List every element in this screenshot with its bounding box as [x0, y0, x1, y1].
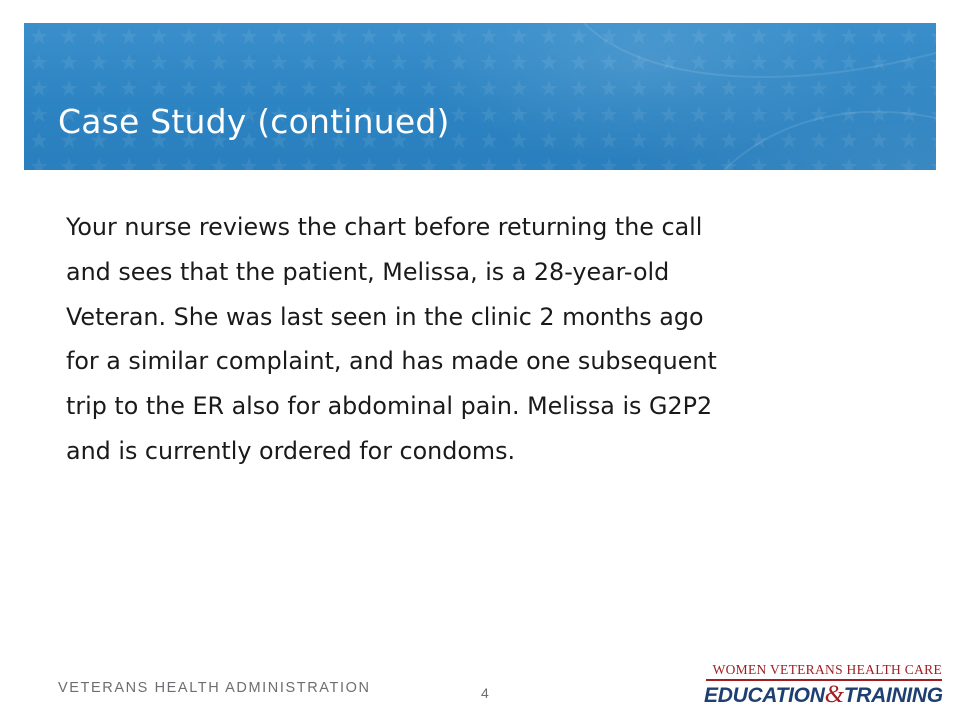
- footer-organization: VETERANS HEALTH ADMINISTRATION: [58, 680, 371, 696]
- slide-title: Case Study (continued): [58, 102, 450, 141]
- wvhc-education-training-logo: [704, 662, 944, 708]
- logo-word-education: EDUCATION: [704, 684, 825, 707]
- logo-ampersand: &: [824, 681, 844, 708]
- case-study-paragraph: Your nurse reviews the chart before returning the call and sees that the patient, Melissa, is a 28-year-old Veteran. She was last seen in the clinic 2 months ago for a similar complaint, and has made one subsequent trip to the ER also for abdominal pain. Melissa is G2P2 and is currently ordered for condoms.: [66, 213, 717, 465]
- star-pattern-icon: [24, 23, 936, 170]
- logo-word-training: TRAINING: [843, 684, 943, 707]
- page-number: 4: [481, 685, 489, 701]
- header-banner: [24, 23, 936, 170]
- logo-bottom-line: [704, 681, 942, 709]
- logo-top-line: WOMEN VETERANS HEALTH CARE: [712, 662, 942, 677]
